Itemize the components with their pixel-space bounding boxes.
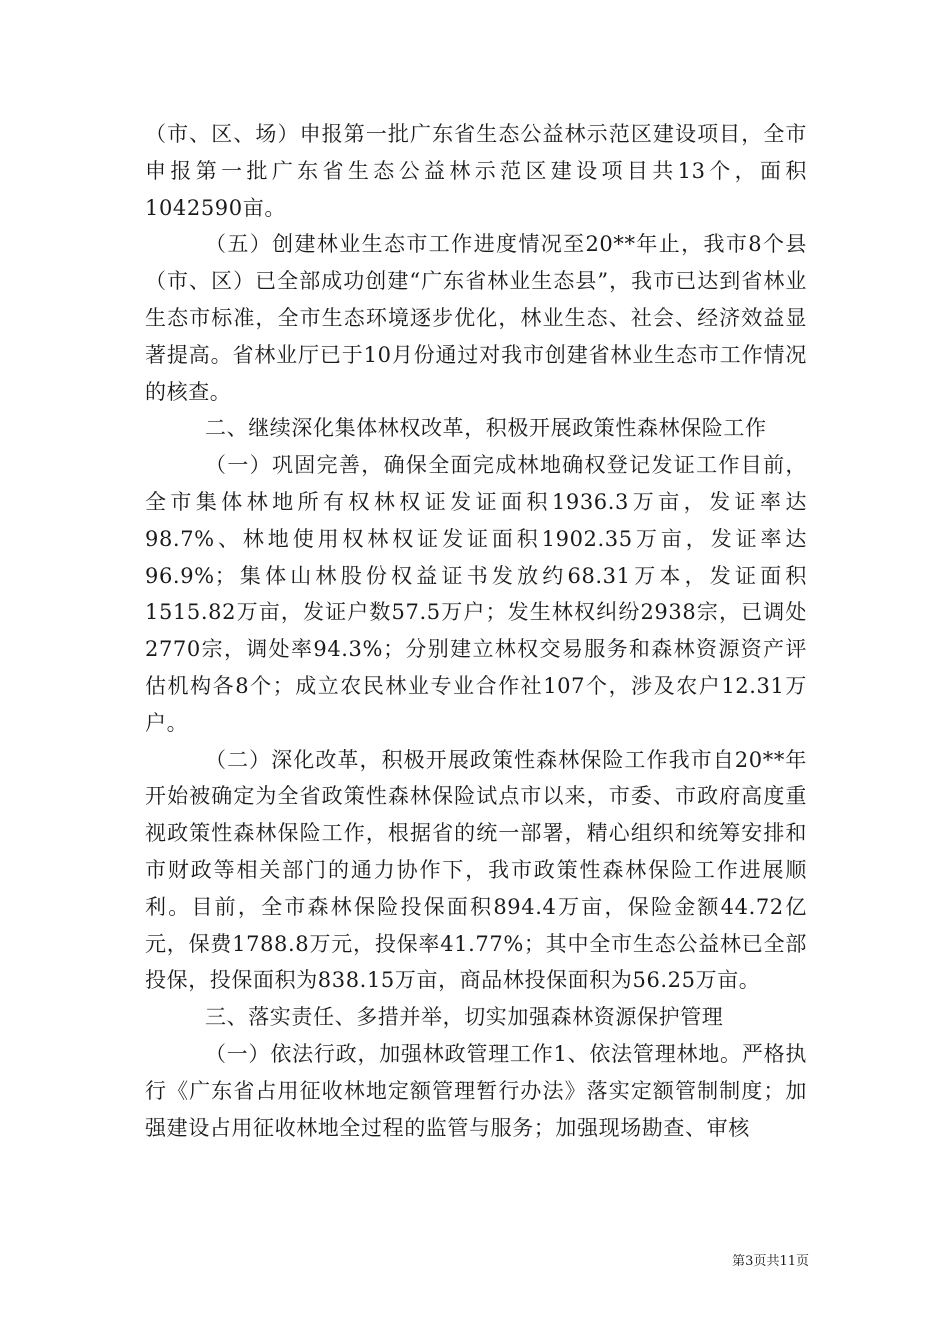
body-paragraph: （一）依法行政，加强林政管理工作1、依法管理林地。严格执行《广东省占用征收林地定额管理暂行办法》落实定额管制制度；加强建设占用征收林地全过程的监管与服务；加强现场勘查、审核 — [145, 1041, 807, 1140]
body-paragraph: （五）创建林业生态市工作进度情况至20**年止，我市8个县（市、区）已全部成功创建“广东省林业生态县”，我市已达到省林业生态市标准，全市生态环境逐步优化，林业生态、社会、经济效益显著提高。省林业厅已于10月份通过对我市创建省林业生态市工作情况的核查。 — [145, 232, 807, 404]
section-heading: 三、落实责任、多措并举，切实加强森林资源保护管理 — [205, 1005, 724, 1030]
body-paragraph: （二）深化改革，积极开展政策性森林保险工作我市自20**年开始被确定为全省政策性森林保险试点市以来，市委、市政府高度重视政策性森林保险工作，根据省的统一部署，精心组织和统筹安排和市财政等相关部门的通力协作下，我市政策性森林保险工作进展顺利。目前，全市森林保险投保面积894.4万亩，保险金额44.72亿元，保费1788.8万元，投保率41.77%；其中全市生态公益林已全部投保，投保面积为838.15万亩，商品林投保面积为56.25万亩。 — [145, 747, 807, 993]
page-number: 第3页共11页 — [732, 1254, 809, 1269]
section-heading: 二、继续深化集体林权改革，积极开展政策性森林保险工作 — [205, 416, 767, 441]
document-body — [145, 116, 807, 1146]
body-paragraph: （市、区、场）申报第一批广东省生态公益林示范区建设项目，全市申报第一批广东省生态公益林示范区建设项目共13个，面积1042590亩。 — [145, 122, 807, 220]
body-paragraph: （一）巩固完善，确保全面完成林地确权登记发证工作目前，全市集体林地所有权林权证发证面积1936.3万亩，发证率达98.7%、林地使用权林权证发证面积1902.35万亩，发证率达96.9%；集体山林股份权益证书发放约68.31万本，发证面积1515.82万亩，发证户数57.5万户；发生林权纠纷2938宗，已调处2770宗，调处率94.3%；分别建立林权交易服务和森林资源资产评估机构各8个；成立农民林业专业合作社107个，涉及农户12.31万户。 — [145, 453, 807, 735]
